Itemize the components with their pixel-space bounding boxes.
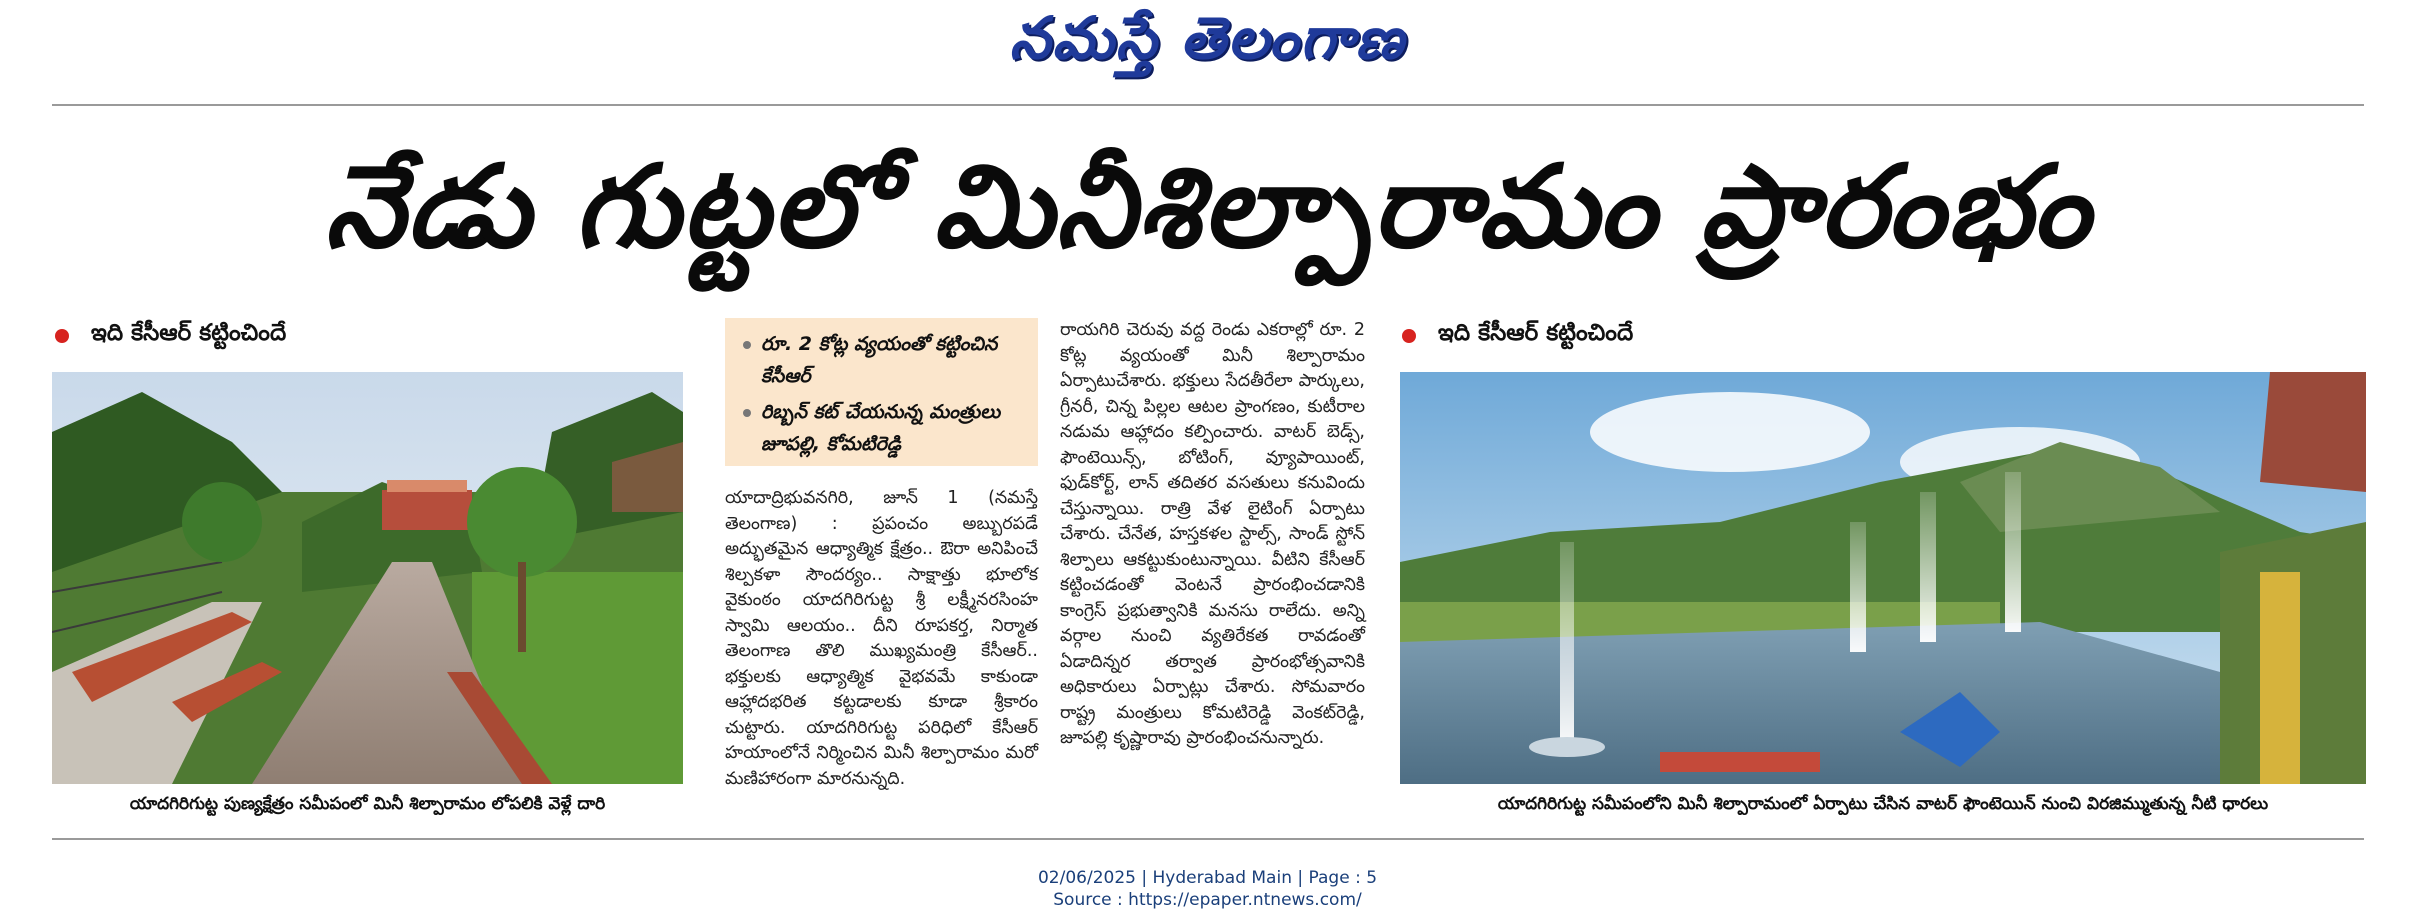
highlight-item: రిబ్బన్ కట్ చేయనున్న మంత్రులు జూపల్లి, కోమటిరెడ్డి bbox=[741, 396, 1022, 460]
article-column-2 bbox=[1060, 318, 1365, 752]
right-photo-fountains bbox=[1400, 372, 2366, 784]
left-kicker-text: ఇది కేసీఆర్ కట్టించిందే bbox=[91, 320, 287, 346]
newspaper-masthead bbox=[0, 4, 2415, 87]
masthead-logo-text: నమస్తే తెలంగాణ bbox=[1009, 4, 1406, 72]
red-bullet-icon bbox=[1402, 329, 1416, 343]
footer-source: Source : https://epaper.ntnews.com/ bbox=[1053, 890, 1362, 910]
article-paragraph: యాదాద్రిభువనగిరి, జూన్ 1 (నమస్తే తెలంగాణ) : ప్రపంచం అబ్బురపడే అద్భుతమైన ఆధ్యాత్మిక క్షేత్రం.. ఔరా అనిపించే శిల్పకళా సౌందర్యం.. సాక్షాత్తు భూలోక వైకుంఠం యాదగిరిగుట్ట శ్రీ లక్ష్మీనరసింహ స్వామి ఆలయం.. దీని రూపకర్త, నిర్మాత తెలంగాణ తొలి ముఖ్యమంత్రి కేసీఆర్.. భక్తులకు ఆధ్యాత్మిక వైభవమే కాకుండా ఆహ్లాదభరిత కట్టడాలకు కూడా శ్రీకారం చుట్టారు. యాదగిరిగుట్ట పరిధిలో కేసీఆర్ హయాంలోనే నిర్మించిన మినీ శిల్పారామం మరో మణిహారంగా మారనున్నది. bbox=[725, 488, 1038, 789]
highlight-item: రూ. 2 కోట్ల వ్యయంతో కట్టించిన కేసీఆర్ bbox=[741, 328, 1022, 392]
left-photo-caption: యాదగిరిగుట్ట పుణ్యక్షేత్రం సమీపంలో మినీ శిల్పారామం లోపలికి వెళ్లే దారి bbox=[129, 794, 606, 814]
red-bullet-icon bbox=[55, 329, 69, 343]
left-kicker bbox=[55, 320, 286, 352]
footer-dateline: 02/06/2025 | Hyderabad Main | Page : 5 bbox=[1037, 868, 1378, 888]
article-column-1 bbox=[725, 486, 1038, 792]
headline: నేడు గుట్టలో మినీశిల్పారామం ప్రారంభం bbox=[324, 138, 2092, 273]
highlight-box bbox=[725, 318, 1038, 466]
right-photo-caption: యాదగిరిగుట్ట సమీపంలోని మినీ శిల్పారామంలో ఏర్పాటు చేసిన వాటర్ ఫౌంటెయిన్ నుంచి విరజిమ్ముతున్న నీటి ధారలు bbox=[1497, 794, 2269, 814]
top-divider bbox=[52, 104, 2364, 106]
bullet-icon bbox=[743, 409, 751, 417]
article-paragraph: రాయగిరి చెరువు వద్ద రెండు ఎకరాల్లో రూ. 2 కోట్ల వ్యయంతో మినీ శిల్పారామం ఏర్పాటుచేశారు. భక్తులు సేదతీరేలా పార్కులు, గ్రీనరీ, చిన్న పిల్లల ఆటల ప్రాంగణం, కుటీరాల నడుమ ఆహ్లాదం కల్పించారు. వాటర్ బెడ్స్, ఫౌంటెయిన్స్, బోటింగ్, వ్యూపాయింట్, ఫుడ్‌కోర్ట్, లాన్ తదితర వసతులు కనువిందు చేస్తున్నాయి. రాత్రి వేళ లైటింగ్ ఏర్పాటు చేశారు. చేనేత, హస్తకళల స్టాల్స్, సాండ్ స్టోన్ శిల్పాలు ఆకట్టుకుంటున్నాయి. వీటిని కేసీఆర్ కట్టించడంతో వెంటనే ప్రారంభించడానికి కాంగ్రెస్ ప్రభుత్వానికి మనసు రాలేదు. అన్ని వర్గాల నుంచి వ్యతిరేకత రావడంతో ఏడాదిన్నర తర్వాత ప్రారంభోత్సవానికి అధికారులు ఏర్పాట్లు చేశారు. సోమవారం రాష్ట్ర మంత్రులు కోమటిరెడ్డి వెంకట్‌రెడ్డి, జూపల్లి కృష్ణారావు ప్రారంభించనున్నారు. bbox=[1060, 320, 1365, 748]
right-kicker bbox=[1402, 320, 1633, 352]
bullet-icon bbox=[743, 341, 751, 349]
bottom-divider bbox=[52, 838, 2364, 840]
right-kicker-text: ఇది కేసీఆర్ కట్టించిందే bbox=[1438, 320, 1634, 346]
left-photo-walkway bbox=[52, 372, 683, 784]
